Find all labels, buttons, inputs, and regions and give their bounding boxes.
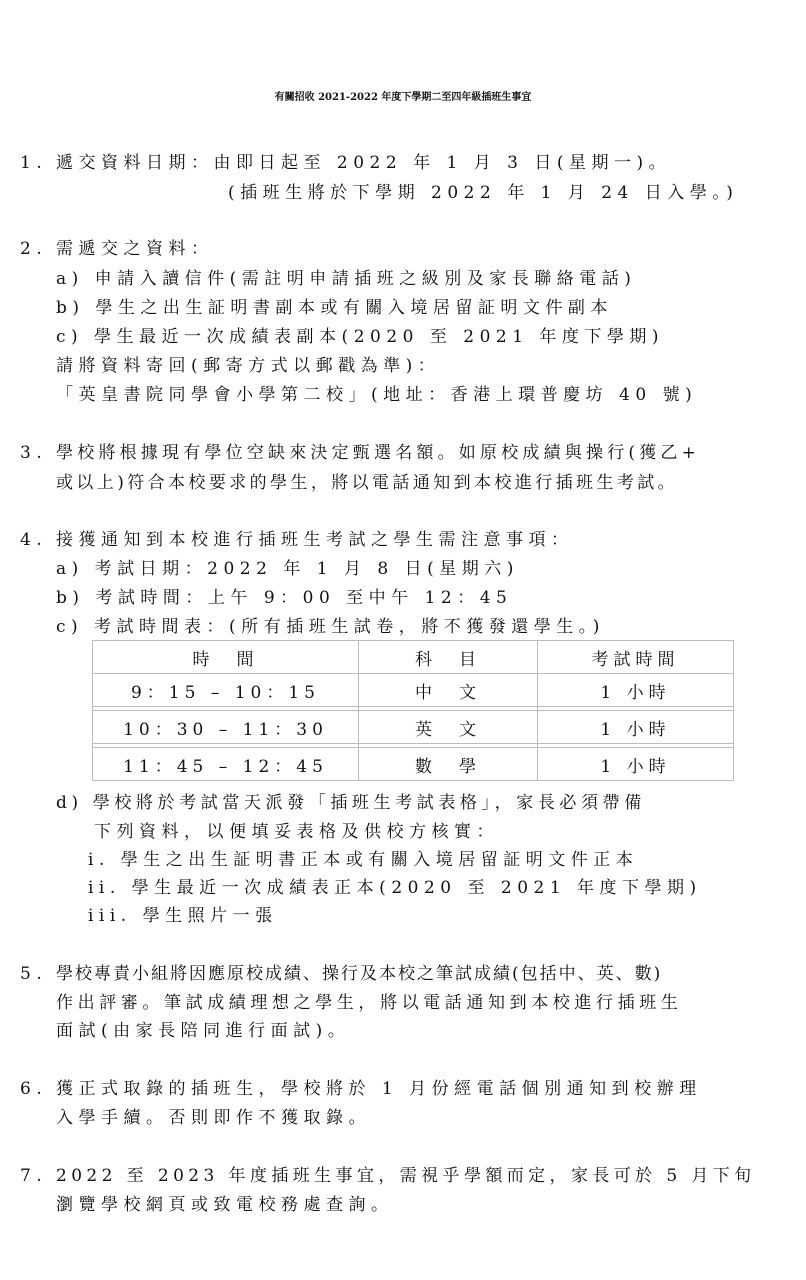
section-2-item-c: c) 學生最近一次成績表副本(2020 至 2021 年度下學期) (56, 327, 665, 347)
section-4-item-d-line-2: 下列資料，以便填妥表格及供校方核實： (94, 822, 499, 842)
section-2-number: 2. (20, 239, 48, 259)
section-6-line-1: 獲正式取錄的插班生，學校將於 1 月份經電話個別通知到校辦理 (56, 1079, 702, 1099)
table-row (93, 674, 734, 707)
section-6-number: 6. (20, 1079, 48, 1099)
section-3-line-2: 或以上)符合本校要求的學生，將以電話通知到本校進行插班生考試。 (56, 473, 679, 493)
section-1-line-2: (插班生將於下學期 2022 年 1 月 24 日入學。) (228, 183, 739, 203)
table-cell-duration: 1 小時 (538, 674, 734, 707)
section-4-subitem-i: i. 學生之出生証明書正本或有關入境居留証明文件正本 (88, 850, 639, 870)
table-header-time: 時 間 (93, 641, 359, 674)
section-4-subitem-iii: iii. 學生照片一張 (88, 906, 278, 926)
table-cell-subject: 英 文 (359, 711, 538, 744)
section-7-line-2: 瀏覽學校網頁或致電校務處查詢。 (56, 1195, 394, 1215)
section-4-heading: 接獲通知到本校進行插班生考試之學生需注意事項： (56, 530, 574, 550)
table-cell-time: 11：45 – 12：45 (93, 748, 359, 781)
section-4-number: 4. (20, 530, 48, 550)
section-4-subitem-ii: ii. 學生最近一次成績表正本(2020 至 2021 年度下學期) (88, 878, 702, 898)
section-7-number: 7. (20, 1166, 48, 1186)
section-5-line-3: 面試(由家長陪同進行面試)。 (56, 1021, 351, 1041)
section-2-heading: 需遞交之資料： (56, 239, 214, 259)
section-2-item-b: b) 學生之出生証明書副本或有關入境居留証明文件副本 (56, 298, 613, 318)
section-1-number: 1. (20, 153, 48, 173)
table-cell-duration: 1 小時 (538, 748, 734, 781)
table-cell-subject: 中 文 (359, 674, 538, 707)
table-cell-time: 10：30 – 11：30 (93, 711, 359, 744)
table-header-duration: 考試時間 (538, 641, 734, 674)
table-header-subject: 科 目 (359, 641, 538, 674)
section-2-item-a: a) 申請入讀信件(需註明申請插班之級別及家長聯絡電話) (56, 269, 637, 289)
section-3-line-1: 學校將根據現有學位空缺來決定甄選名額。如原校成績與操行(獲乙+ (56, 443, 701, 463)
section-4-item-c: c) 考試時間表：(所有插班生試卷，將不獲發還學生。) (56, 617, 605, 637)
section-2-address: 「英皇書院同學會小學第二校」(地址：香港上環普慶坊 40 號) (56, 385, 698, 405)
section-4-item-d-line-1: d) 學校將於考試當天派發「插班生考試表格」，家長必須帶備 (56, 793, 646, 813)
table-row (93, 711, 734, 744)
section-6-line-2: 入學手續。否則即作不獲取錄。 (56, 1108, 371, 1128)
table-cell-duration: 1 小時 (538, 711, 734, 744)
exam-timetable (92, 640, 734, 781)
section-4-item-b: b) 考試時間：上午 9：00 至中午 12：45 (56, 588, 513, 608)
section-5-number: 5. (20, 964, 48, 984)
page-title: 有關招收 2021-2022 年度下學期二至四年級插班生事宜 (274, 92, 532, 103)
section-1-line-1: 遞交資料日期：由即日起至 2022 年 1 月 3 日(星期一)。 (56, 153, 672, 173)
table-cell-time: 9：15 – 10：15 (93, 674, 359, 707)
section-7-line-1: 2022 至 2023 年度插班生事宜，需視乎學額而定，家長可於 5 月下旬 (56, 1166, 756, 1186)
section-4-item-a: a) 考試日期：2022 年 1 月 8 日(星期六) (56, 559, 519, 579)
table-cell-subject: 數 學 (359, 748, 538, 781)
table-header-row (93, 641, 734, 674)
section-5-line-2: 作出評審。筆試成績理想之學生，將以電話通知到本校進行插班生 (56, 993, 683, 1013)
section-2-send-instruction: 請將資料寄回(郵寄方式以郵戳為準)： (56, 356, 441, 376)
section-5-line-1: 學校專責小組將因應原校成績、操行及本校之筆試成績(包括中、英、數) (56, 964, 663, 984)
section-3-number: 3. (20, 443, 48, 463)
table-row (93, 748, 734, 781)
